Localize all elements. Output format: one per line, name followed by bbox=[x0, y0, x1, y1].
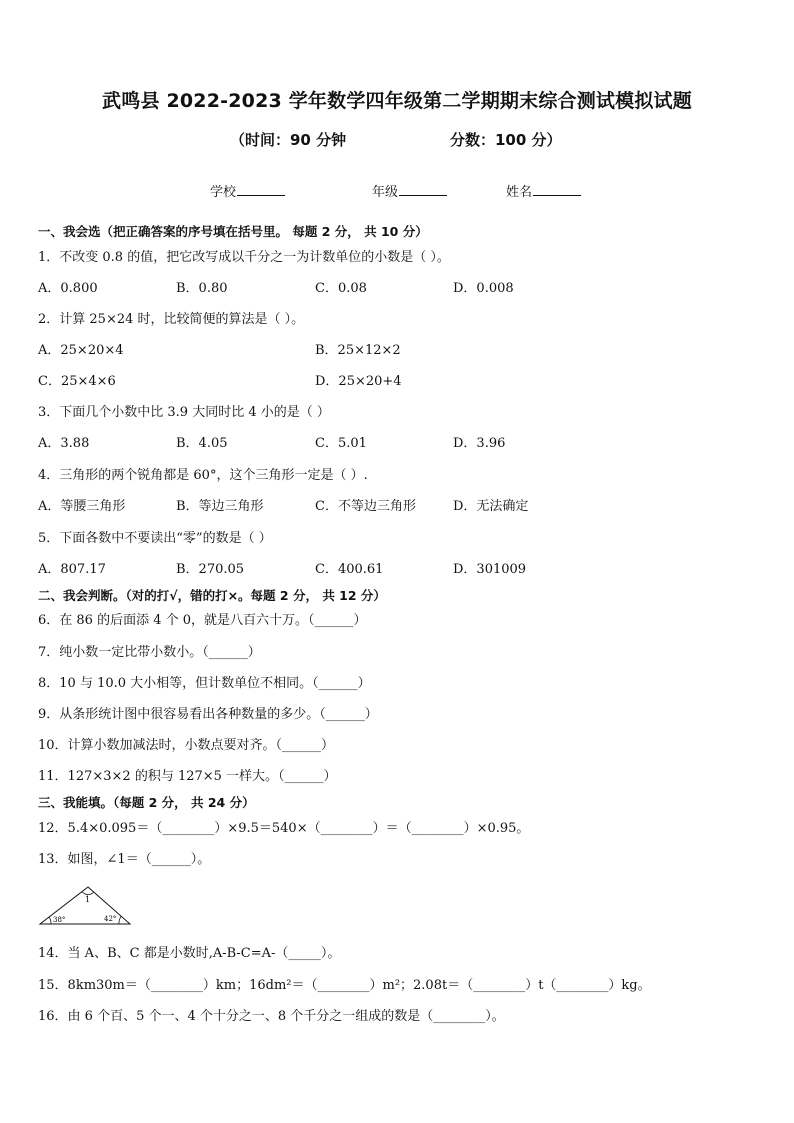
page-title: 武鸣县 2022-2023 学年数学四年级第二学期期末综合测试模拟试题 bbox=[102, 90, 692, 112]
option-b: B．等边三角形 bbox=[176, 499, 264, 514]
section-3-heading: 三、我能填。（每题 2 分， 共 24 分） bbox=[38, 795, 255, 810]
question-9: 9．从条形统计图中很容易看出各种数量的多少。（______） bbox=[38, 707, 378, 722]
question-10: 10．计算小数加减法时，小数点要对齐。（______） bbox=[38, 738, 335, 753]
angle-1-label: 1 bbox=[85, 895, 91, 904]
angle-left-arc bbox=[49, 917, 51, 924]
option-a: A．等腰三角形 bbox=[38, 499, 126, 514]
option-a: A．3.88 bbox=[38, 436, 90, 451]
question-1: 1．不改变 0.8 的值，把它改写成以千分之一为计数单位的小数是（ ）。 bbox=[38, 250, 450, 265]
exam-time: （时间：90 分钟 bbox=[230, 131, 347, 149]
question-2-options-row-1 bbox=[38, 342, 758, 360]
question-7: 7．纯小数一定比带小数小。（______） bbox=[38, 645, 261, 660]
option-b: B．25×12×2 bbox=[315, 343, 401, 358]
question-2: 2．计算 25×24 时，比较简便的算法是（ ）。 bbox=[38, 312, 305, 327]
school-field bbox=[210, 181, 285, 200]
question-11: 11．127×3×2 的积与 127×5 一样大。（______） bbox=[38, 769, 337, 784]
option-c: C．25×4×6 bbox=[38, 374, 116, 389]
question-6: 6．在 86 的后面添 4 个 0，就是八百六十万。（______） bbox=[38, 613, 367, 628]
option-b: B．4.05 bbox=[176, 436, 228, 451]
question-15: 15．8km30m＝（________）km；16dm²＝（________）m²；2.08t＝（________）t（________）kg。 bbox=[38, 978, 651, 993]
option-a: A．807.17 bbox=[38, 562, 106, 577]
question-5: 5．下面各数中不要读出“零”的数是（ ） bbox=[38, 531, 272, 546]
angle-right-label: 42° bbox=[104, 915, 117, 923]
question-3-options bbox=[38, 435, 758, 453]
angle-right-arc bbox=[119, 916, 122, 924]
question-3: 3．下面几个小数中比 3.9 大同时比 4 小的是（ ） bbox=[38, 405, 330, 420]
option-d: D．3.96 bbox=[453, 436, 506, 451]
question-1-options bbox=[38, 280, 758, 298]
school-label: 学校 bbox=[210, 185, 237, 200]
question-5-options bbox=[38, 561, 758, 579]
question-13: 13．如图，∠1＝（______）。 bbox=[38, 852, 211, 867]
option-c: C．不等边三角形 bbox=[315, 499, 416, 514]
grade-blank bbox=[399, 183, 447, 196]
option-d: D．0.008 bbox=[453, 281, 514, 296]
option-d: D．301009 bbox=[453, 562, 527, 577]
section-1-heading: 一、我会选（把正确答案的序号填在括号里。 每题 2 分， 共 10 分） bbox=[38, 224, 428, 239]
option-c: C．5.01 bbox=[315, 436, 367, 451]
option-b: B．270.05 bbox=[176, 562, 245, 577]
question-12: 12．5.4×0.095＝（________）×9.5＝540×（________）＝（________）×0.95。 bbox=[38, 821, 530, 836]
grade-label: 年级 bbox=[372, 185, 399, 200]
question-4-options bbox=[38, 498, 758, 516]
question-2-options-row-2 bbox=[38, 373, 758, 391]
exam-score: 分数：100 分） bbox=[450, 131, 562, 149]
grade-field bbox=[372, 181, 447, 200]
question-16: 16．由 6 个百、5 个一、4 个十分之一、8 个千分之一组成的数是（________）。 bbox=[38, 1009, 505, 1024]
option-b: B．0.80 bbox=[176, 281, 228, 296]
name-field bbox=[506, 181, 581, 200]
option-c: C．0.08 bbox=[315, 281, 367, 296]
option-a: A．0.800 bbox=[38, 281, 98, 296]
school-blank bbox=[237, 183, 285, 196]
section-2-heading: 二、我会判断。（对的打√，错的打×。每题 2 分， 共 12 分） bbox=[38, 588, 386, 603]
triangle-figure bbox=[38, 880, 138, 930]
question-14: 14．当 A、B、C 都是小数时,A-B-C=A-（_____）。 bbox=[38, 946, 341, 961]
option-a: A．25×20×4 bbox=[38, 343, 124, 358]
option-d: D．25×20+4 bbox=[315, 374, 402, 389]
question-8: 8．10 与 10.0 大小相等，但计数单位不相同。（______） bbox=[38, 676, 371, 691]
angle-left-label: 38° bbox=[53, 916, 66, 924]
question-4: 4．三角形的两个锐角都是 60°，这个三角形一定是（ ）. bbox=[38, 468, 368, 483]
name-blank bbox=[533, 183, 581, 196]
option-c: C．400.61 bbox=[315, 562, 384, 577]
option-d: D．无法确定 bbox=[453, 499, 529, 514]
name-label: 姓名 bbox=[506, 185, 533, 200]
